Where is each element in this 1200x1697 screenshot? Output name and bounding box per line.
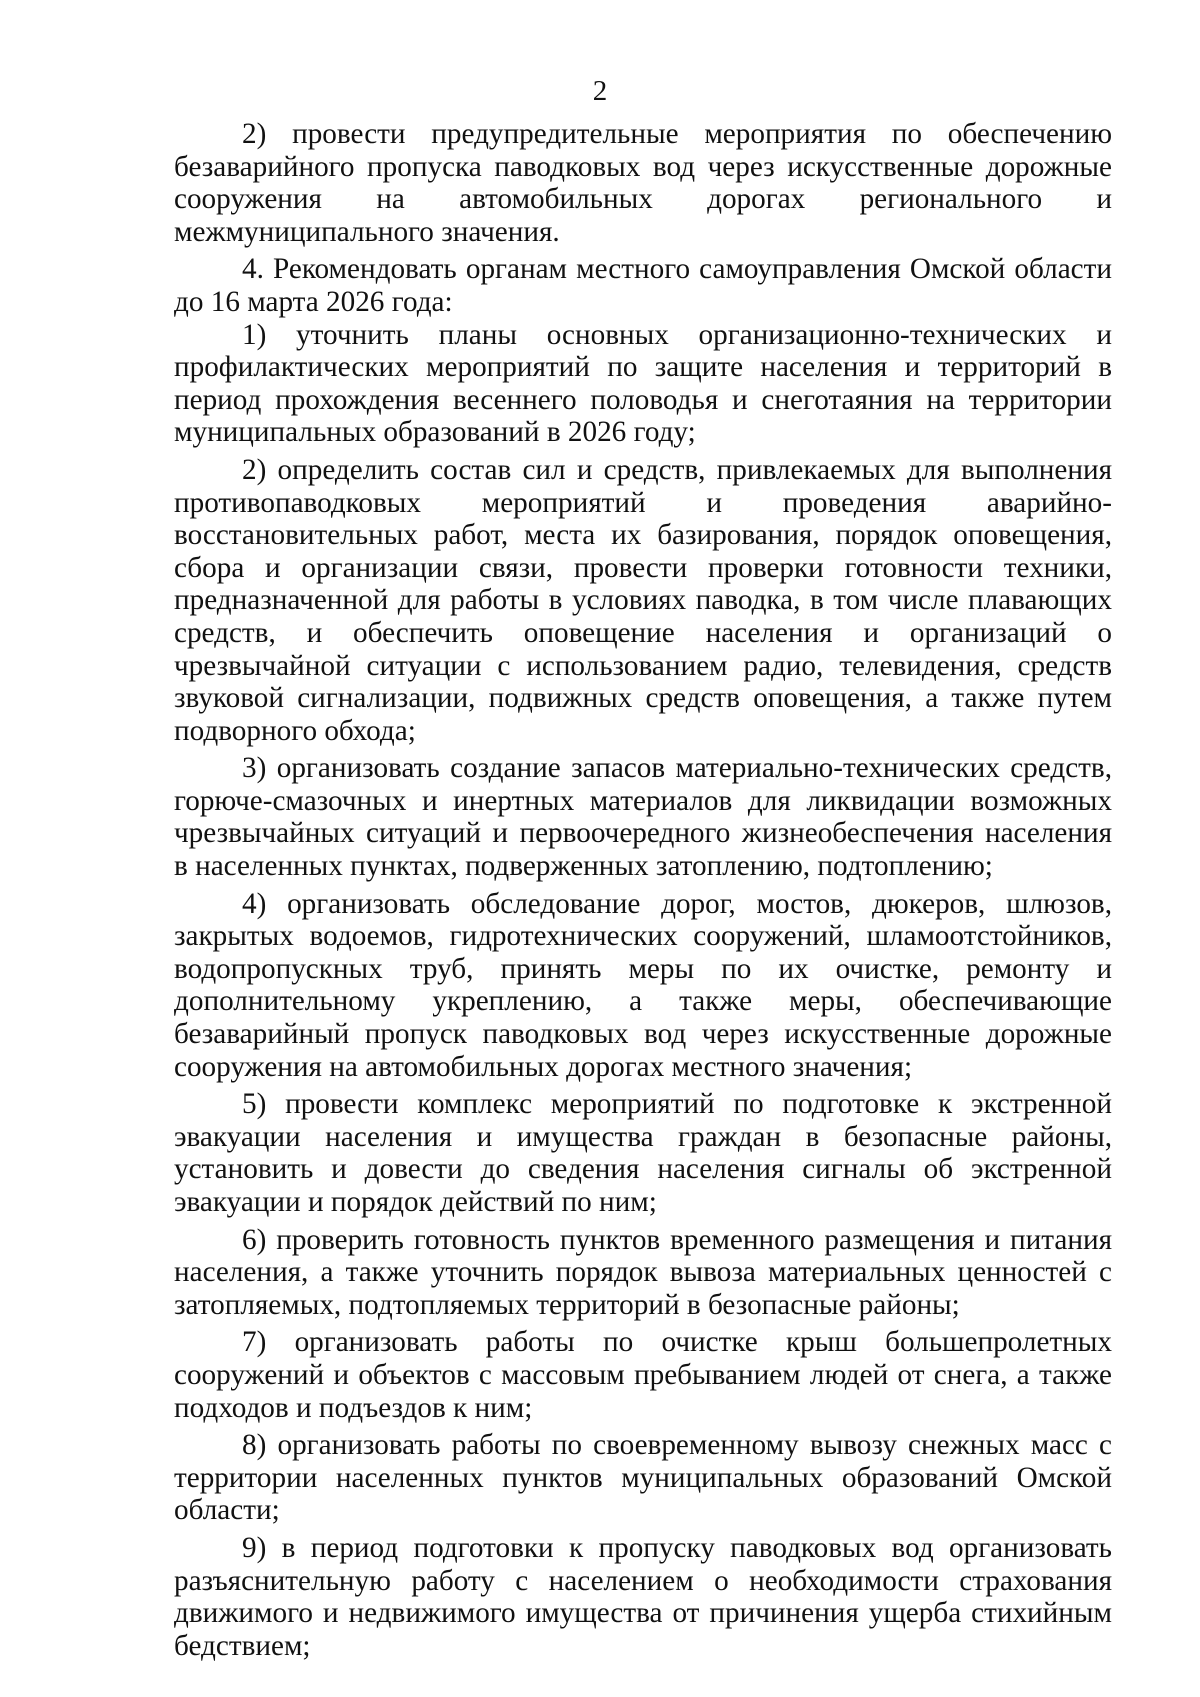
paragraph-4-6: 6) проверить готовность пунктов временного размещения и питания населения, а также уточнить порядок вывоза материальных ценностей с затопляемых, подтопляемых территорий в безопасные районы; <box>174 1223 1112 1321</box>
page-number: 2 <box>592 75 608 107</box>
paragraph-4-3: 3) организовать создание запасов материально-технических средств, горюче-смазочных и инертных материалов для ликвидации возможных чрезвычайных ситуаций и первоочередного жизнеобеспечения населения в населенных пунктах, подверженных затоплению, подтоплению; <box>174 752 1112 883</box>
paragraph-3-2: 2) провести предупредительные мероприятия по обеспечению безаварийного пропуска паводковых вод через искусственные дорожные сооружения на автомобильных дорогах регионального и межмуниципального значения. <box>174 118 1112 248</box>
paragraph-4-1: 1) уточнить планы основных организационно-технических и профилактических мероприятий по защите населения и территорий в период прохождения весеннего половодья и снеготаяния на территории муниципальных образований в 2026 году; <box>174 318 1112 449</box>
paragraph-4-7: 7) организовать работы по очистке крыш большепролетных сооружений и объектов с массовым пребыванием людей от снега, а также подходов и подъездов к ним; <box>174 1326 1112 1424</box>
paragraph-4-5: 5) провести комплекс мероприятий по подготовке к экстренной эвакуации населения и имущества граждан в безопасные районы, установить и довести до сведения населения сигналы об экстренной эвакуации и порядок действий по ним; <box>174 1088 1112 1218</box>
paragraph-4: 4. Рекомендовать органам местного самоуправления Омской области до 16 марта 2026 года: <box>174 253 1112 318</box>
paragraph-4-2: 2) определить состав сил и средств, привлекаемых для выполнения противопаводковых мероприятий и проведения аварийно-восстановительных работ, места их базирования, порядок оповещения, сбора и организации связи, провести проверки готовности техники, предназначенной для работы в условиях паводка, в том числе плавающих средств, и обеспечить оповещение населения и организаций о чрезвычайной ситуации с использованием радио, телевидения, средств звуковой сигнализации, подвижных средств оповещения, а также путем подворного обхода; <box>174 453 1112 747</box>
paragraph-4-4: 4) организовать обследование дорог, мостов, дюкеров, шлюзов, закрытых водоемов, гидротехнических сооружений, шламоотстойников, водопропускных труб, принять меры по их очистке, ремонту и дополнительному укреплению, а также меры, обеспечивающие безаварийный пропуск паводковых вод через искусственные дорожные сооружения на автомобильных дорогах местного значения; <box>174 887 1112 1083</box>
paragraph-4-8: 8) организовать работы по своевременному вывозу снежных масс с территории населенных пунктов муниципальных образований Омской области; <box>174 1429 1112 1527</box>
document-body <box>174 118 1112 1662</box>
paragraph-4-9: 9) в период подготовки к пропуску паводковых вод организовать разъяснительную работу с населением о необходимости страхования движимого и недвижимого имущества от причинения ущерба стихийным бедствием; <box>174 1531 1112 1662</box>
